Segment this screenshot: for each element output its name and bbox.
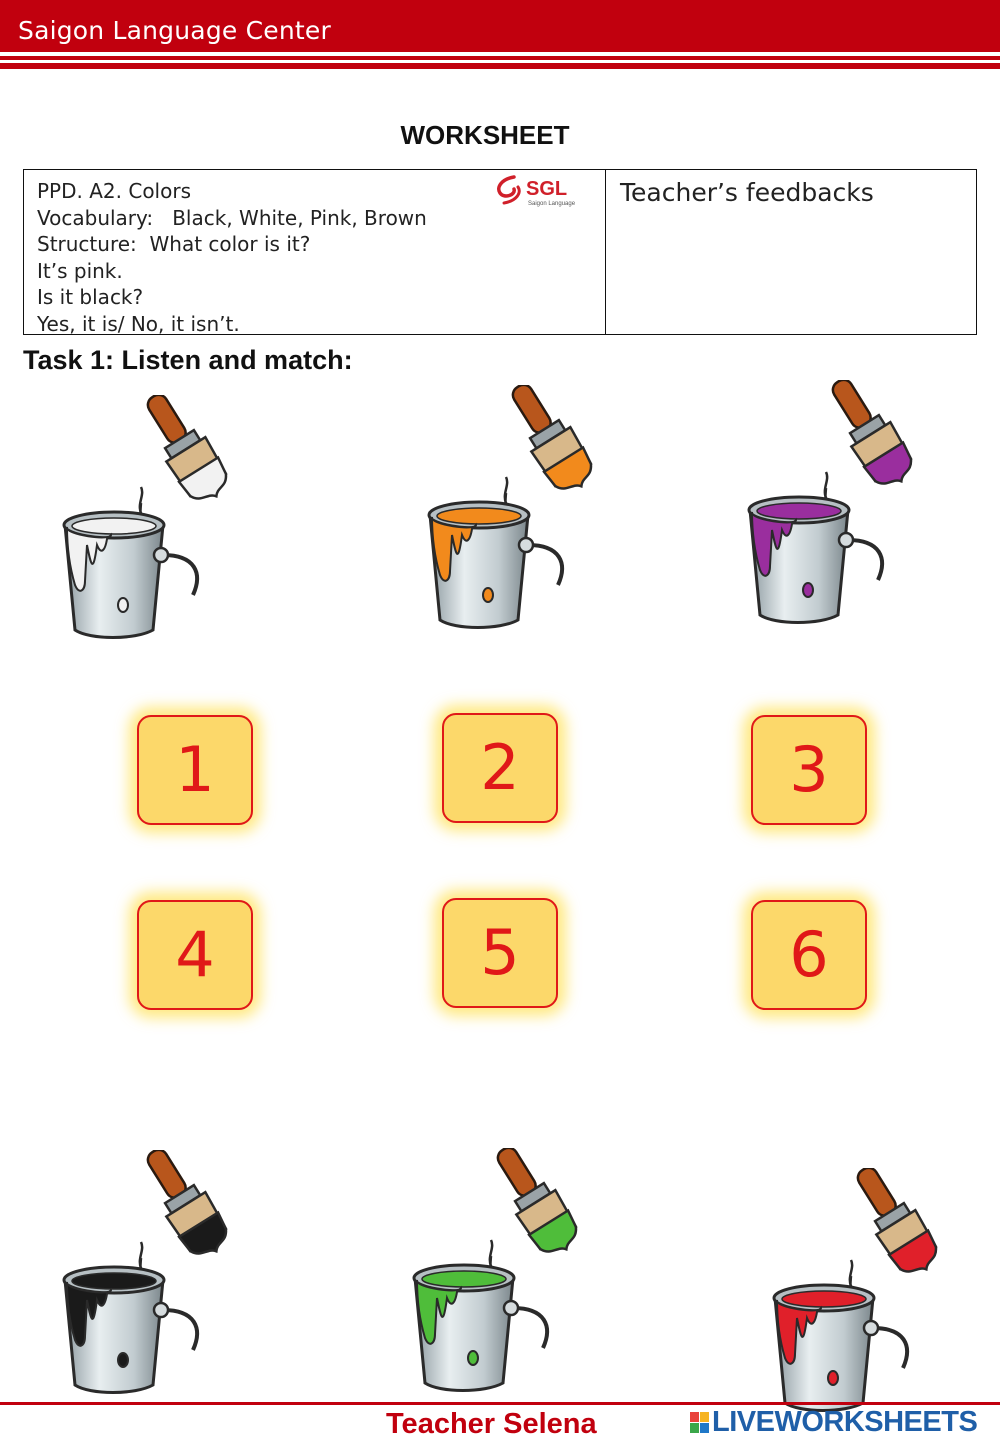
lesson-info-cell	[24, 170, 606, 334]
tile-number: 2	[480, 731, 520, 804]
example-reply-line: Yes, it is/ No, it isn’t.	[37, 311, 240, 336]
green-paint-bucket-icon	[395, 1148, 595, 1398]
number-tile-6[interactable]	[751, 900, 867, 1010]
tile-number: 4	[175, 918, 215, 991]
structure-line: Structure: What color is it?	[37, 232, 311, 256]
purple-paint-bucket-icon	[730, 380, 930, 630]
tile-number: 3	[789, 733, 829, 806]
orange-paint-bucket-icon	[410, 385, 610, 635]
sgl-logo-icon	[494, 173, 594, 209]
info-table	[23, 169, 977, 335]
task1-title: Task 1: Listen and match:	[23, 345, 353, 375]
teacher-feedback-label: Teacher’s feedbacks	[620, 178, 874, 207]
header-rule	[0, 56, 1000, 60]
liveworksheets-logo[interactable]	[690, 1406, 977, 1439]
white-paint-bucket-icon	[45, 395, 245, 645]
example-question-line: Is it black?	[37, 285, 144, 309]
worksheet-title: WORKSHEET	[400, 120, 570, 150]
number-tile-3[interactable]	[751, 715, 867, 825]
number-tile-1[interactable]	[137, 715, 253, 825]
black-paint-bucket-icon	[45, 1150, 245, 1400]
footer-teacher: Teacher Selena	[386, 1408, 597, 1440]
tile-number: 1	[175, 733, 215, 806]
liveworksheets-icon	[690, 1410, 710, 1436]
example-answer-line: It’s pink.	[37, 258, 123, 283]
tile-number: 6	[789, 918, 829, 991]
liveworksheets-brand: LIVEWORKSHEETS	[712, 1406, 978, 1438]
number-tile-2[interactable]	[442, 713, 558, 823]
header-rule-thick	[0, 63, 1000, 69]
red-paint-bucket-icon	[755, 1168, 955, 1418]
footer-rule	[0, 1402, 1000, 1405]
logo-text: SGL	[526, 178, 568, 200]
header-title: Saigon Language Center	[18, 16, 331, 45]
logo-subtext: Saigon Language	[528, 201, 576, 207]
number-tile-5[interactable]	[442, 898, 558, 1008]
lesson-title: PPD. A2. Colors	[37, 179, 191, 203]
vocabulary-line: Vocabulary: Black, White, Pink, Brown	[37, 205, 427, 230]
tile-number: 5	[480, 916, 520, 989]
number-tile-4[interactable]	[137, 900, 253, 1010]
